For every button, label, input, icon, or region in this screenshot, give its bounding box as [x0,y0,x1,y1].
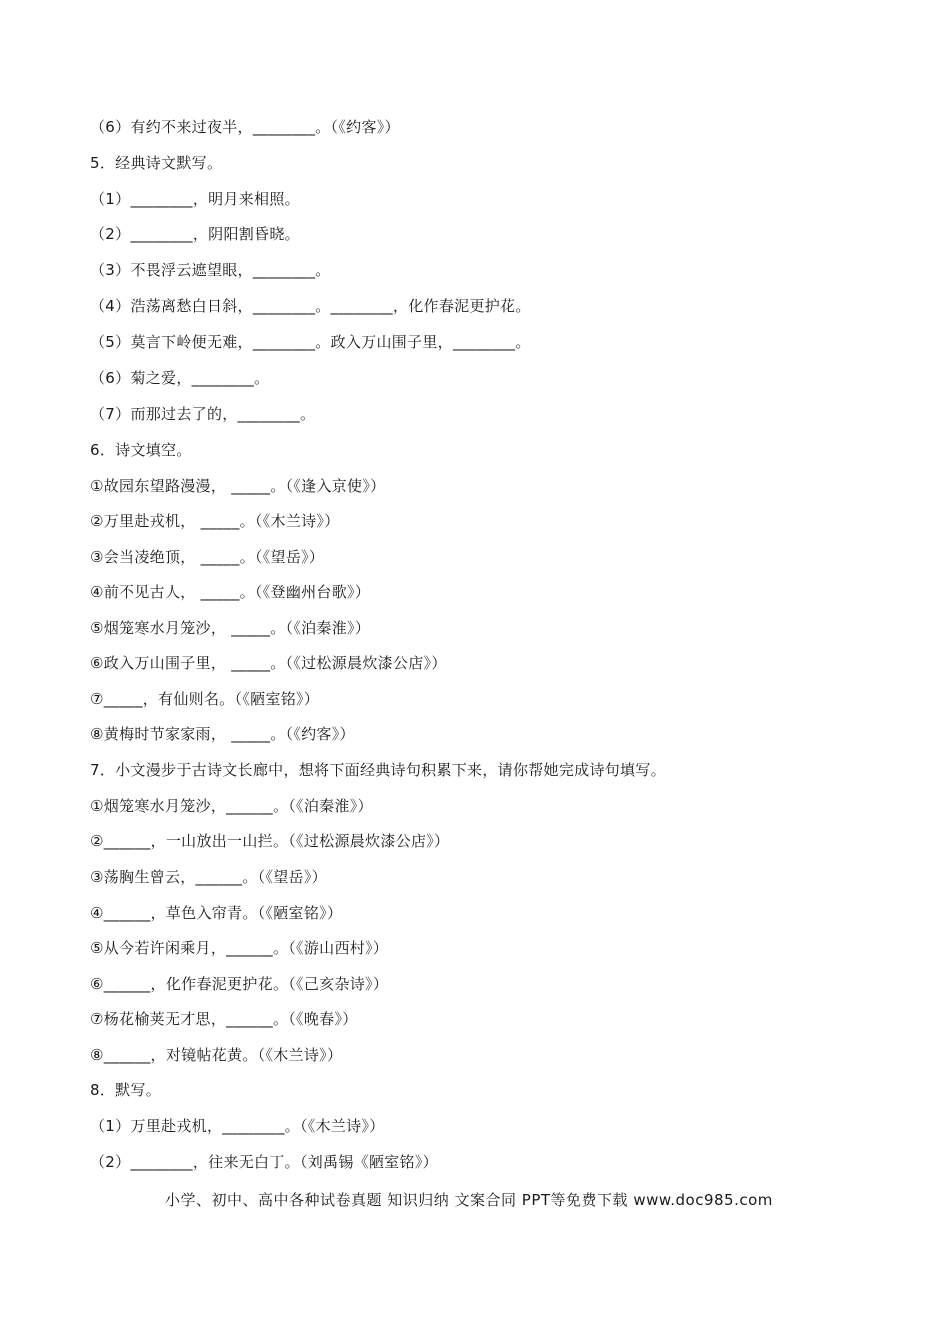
text-line: ④______，草色入帘青。（《陋室铭》） [90,904,343,922]
text-line: ⑧黄梅时节家家雨， _____。（《约客》） [90,725,355,743]
text-line: ①故园东望路漫漫， _____。（《逢入京使》） [90,477,386,495]
text-line: ⑥______，化作春泥更护花。（《己亥杂诗》） [90,975,389,993]
question-heading: 5．经典诗文默写。 [90,154,223,172]
text-line: （6）菊之爱，________。 [90,369,270,387]
text-line: ③会当凌绝顶， _____。（《望岳》） [90,548,325,566]
text-line: （1）万里赴戎机，________。（《木兰诗》） [90,1117,385,1135]
question-heading: 7．小文漫步于古诗文长廊中，想将下面经典诗句积累下来，请你帮她完成诗句填写。 [90,761,666,779]
page-footer: 小学、初中、高中各种试卷真题 知识归纳 文案合同 PPT等免费下载 www.doc985.com [165,1191,773,1209]
question-heading: 8．默写。 [90,1081,162,1099]
text-line: （3）不畏浮云遮望眼，________。 [90,261,331,279]
text-line: ③荡胸生曾云，______。（《望岳》） [90,868,327,886]
text-line: ④前不见古人， _____。（《登幽州台歌》） [90,583,371,601]
text-line: ②______，一山放出一山拦。（《过松源晨炊漆公店》） [90,832,450,850]
text-line: ⑦_____，有仙则名。（《陋室铭》） [90,690,320,708]
text-line: ⑤烟笼寒水月笼沙， _____。（《泊秦淮》） [90,619,371,637]
question-heading: 6．诗文填空。 [90,441,192,459]
text-line: ⑥政入万山围子里， _____。（《过松源晨炊漆公店》） [90,654,447,672]
text-line: （2）________，阴阳割昏晓。 [90,225,300,243]
text-line: ⑦杨花榆荚无才思，______。（《晚春》） [90,1010,358,1028]
text-line: （2）________，往来无白丁。（刘禹锡《陋室铭》） [90,1153,438,1171]
text-line: （7）而那过去了的，________。 [90,405,316,423]
text-line: ⑧______，对镜帖花黄。（《木兰诗》） [90,1046,343,1064]
text-line: ⑤从今若许闲乘月，______。（《游山西村》） [90,939,389,957]
text-line: ①烟笼寒水月笼沙，______。（《泊秦淮》） [90,797,373,815]
text-line: （5）莫言下岭便无难，________。政入万山围子里，________。 [90,333,531,351]
text-line: （1）________，明月来相照。 [90,190,300,208]
text-line: ②万里赴戎机， _____。（《木兰诗》） [90,512,340,530]
text-line: （4）浩荡离愁白日斜，________。________，化作春泥更护花。 [90,297,531,315]
text-line: （6）有约不来过夜半，________。（《约客》） [90,118,400,136]
